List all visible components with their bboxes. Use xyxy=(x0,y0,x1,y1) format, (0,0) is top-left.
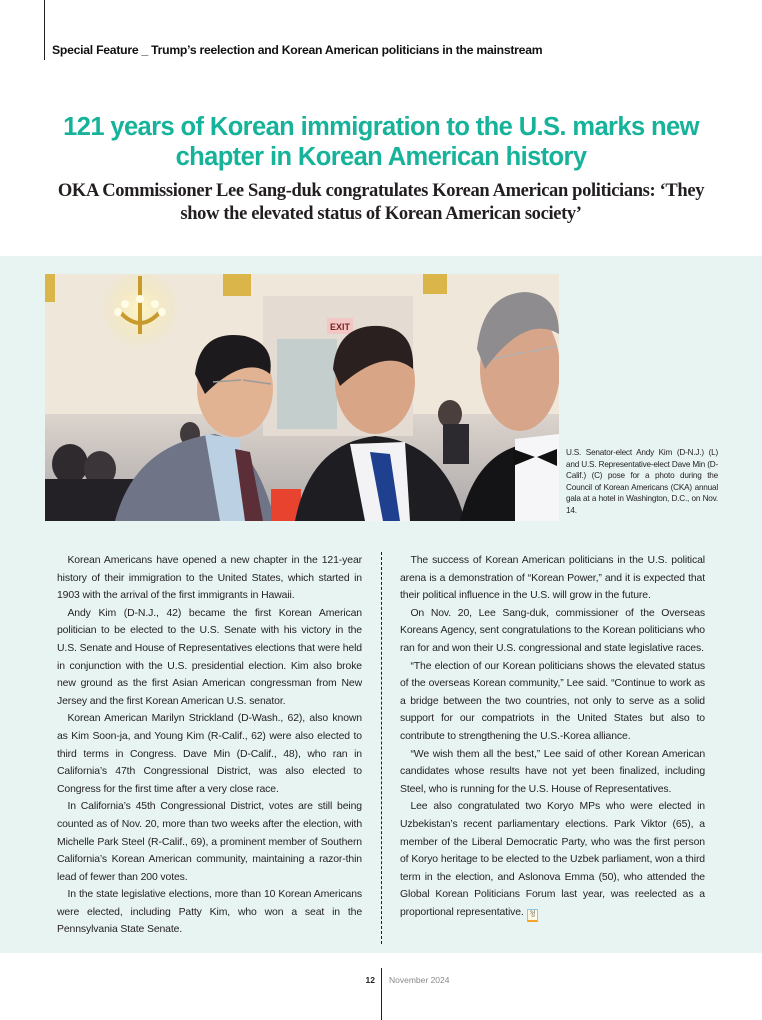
header-rule xyxy=(44,0,45,60)
article-headline: 121 years of Korean immigration to the U.S. marks new chapter in Korean American history xyxy=(63,113,699,171)
article-photo xyxy=(45,274,559,521)
paragraph: On Nov. 20, Lee Sang-duk, commissioner of the Overseas Koreans Agency, sent congratulations to the Korean politicians who ran for and won their U.S. congressional and state legislative races. xyxy=(400,607,705,654)
article-end-mark-icon: 청 xyxy=(527,909,538,922)
paragraph: The success of Korean American politicians in the U.S. political arena is a demonstration of “Korean Power,” and it is expected that their political influence in the U.S. will grow in the future. xyxy=(400,555,705,602)
footer-rule xyxy=(381,968,382,1020)
paragraph: “We wish them all the best,” Lee said of other Korean American candidates whose results have not yet been finalized, including Steel, who is running for the U.S. House of Representatives. xyxy=(400,748,705,795)
gala-photo-illustration xyxy=(45,274,559,521)
issue-date: November 2024 xyxy=(389,975,450,985)
paragraph: “The election of our Korean politicians shows the elevated status of the overseas Korean community,” Lee said. “Continue to work as a bridge between the two countries, not only to serve as a solid support for our compatriots in the United States but also to contribute to strengthening the U.S.-Korea alliance. xyxy=(400,660,705,742)
paragraph-text: Lee also congratulated two Koryo MPs who were elected in Uzbekistan’s recent parliamentary elections. Park Viktor (65), a member of the Liberal Democratic Party, who was the first person of Koryo heritage to be elected to the Uzbek parliament, won a third term in the election, and Aslonova Emma (50), who attended the Global Korean Politicians Forum last year, was reelected as a proportional representative. xyxy=(400,801,705,918)
exit-sign-text: EXIT xyxy=(329,322,351,332)
photo-caption: U.S. Senator-elect Andy Kim (D-N.J.) (L) and U.S. Representative-elect Dave Min (D-Calif.) (C) pose for a photo during the Council of Korean Americans (CKA) annual gala at a hotel in Washington, D.C., on Nov. 14. xyxy=(566,448,718,515)
paragraph: Korean American Marilyn Strickland (D-Wash., 62), also known as Kim Soon-ja, and Young Kim (R-Calif., 62) were also elected to third terms in Congress. Dave Min (D-Calif., 48), who ran in California’s 47th Congressional District, was also elected to Congress for the first time after a very close race. xyxy=(57,713,362,795)
paragraph-last xyxy=(400,798,705,922)
page-number: 12 xyxy=(365,975,375,985)
section-header: Special Feature _ Trump’s reelection and Korean American politicians in the mainstream xyxy=(52,43,543,57)
paragraph: In the state legislative elections, more than 10 Korean Americans were elected, including Patty Kim, who won a seat in the Pennsylvania State Senate. xyxy=(57,889,362,936)
paragraph: Andy Kim (D-N.J., 42) became the first Korean American politician to be elected to the U.S. Senate with his victory in the U.S. Senate and House of Representatives elections that were held in conjunction with the U.S. presidential election. Kim also broke new ground as the first Asian American congressman from New Jersey and the first Korean American U.S. senator. xyxy=(57,607,362,707)
column-divider xyxy=(381,552,382,944)
article-column-left xyxy=(57,552,362,939)
article-subheadline: OKA Commissioner Lee Sang-duk congratulates Korean American politicians: ‘They show the elevated status of Korean American society’ xyxy=(57,181,705,224)
paragraph: Korean Americans have opened a new chapter in the 121-year history of their immigration to the United States, which started in 1903 with the arrival of the first immigrants in Hawaii. xyxy=(57,555,362,602)
paragraph: In California’s 45th Congressional District, votes are still being counted as of Nov. 20, more than two weeks after the election, with Michelle Park Steel (R-Calif., 69), a prominent member of Southern California’s Korean American community, maintaining a razor-thin lead of fewer than 200 votes. xyxy=(57,801,362,883)
article-column-right xyxy=(400,552,705,922)
